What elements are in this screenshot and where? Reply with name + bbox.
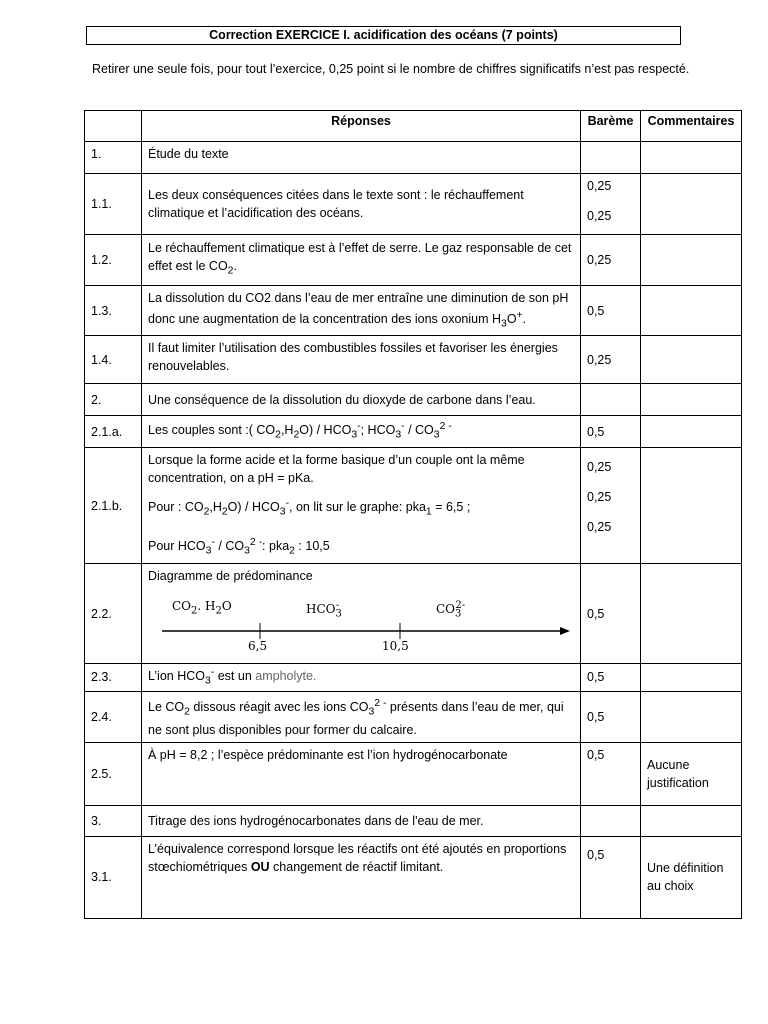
row-number: 2.: [85, 384, 142, 416]
bareme-value: 0,5: [581, 286, 641, 336]
section-heading: Titrage des ions hydrogénocarbonates dans de l'eau de mer.: [142, 805, 581, 836]
species-co3: $CO_3^{2-}$: [436, 600, 466, 620]
table-row: [85, 174, 742, 235]
diagram-title: Diagramme de prédominance: [148, 569, 313, 583]
bareme-value: 0,5: [581, 416, 641, 448]
bareme-cell: [581, 174, 641, 235]
table-row: [85, 664, 742, 692]
answer-text: Lorsque la forme acide et la forme basique d’un couple ont la même concentration, on a pH = pKa. Pour : $CO_2,H_2O) / HCO_3^-$, on lit sur le graphe: pka$_1$ = 6,5 ; Pour $HCO_3^- / CO_3^{2 -}$: pka$_2$ : 10,5: [142, 448, 581, 564]
comment-text: Aucune justification: [641, 742, 742, 805]
answer-text: Il faut limiter l’utilisation des combustibles fossiles et favoriser les énergies renouvelables.: [142, 336, 581, 384]
table-row: [85, 836, 742, 918]
bareme-value: 0,25: [581, 235, 641, 286]
row-number: 1.: [85, 142, 142, 174]
table-row: [85, 564, 742, 664]
section-heading: Étude du texte: [142, 142, 581, 174]
answer-text: Les couples sont :( $CO_2,H_2O) / HCO_3^-$; $HCO_3^- / CO_3^{2 -}$: [142, 416, 581, 448]
table-row: [85, 448, 742, 564]
bareme-value: 0,5: [581, 664, 641, 692]
table-row: [85, 416, 742, 448]
answer-text: La dissolution du CO2 dans l’eau de mer entraîne une diminution de son pH donc une augmentation de la concentration des ions oxonium $H_3O^+$.: [142, 286, 581, 336]
row-number: 3.1.: [85, 836, 142, 918]
species-co2: $CO_2$. $H_2O$: [172, 599, 232, 617]
page-title: Correction EXERCICE I. acidification des océans (7 points): [86, 26, 681, 45]
answer-text: Le réchauffement climatique est à l’effet de serre. Le gaz responsable de cet effet est le $CO_2$.: [142, 235, 581, 286]
table-row: [85, 691, 742, 742]
row-number: 3.: [85, 805, 142, 836]
bareme-value: 0,5: [581, 564, 641, 664]
row-number: 2.1.a.: [85, 416, 142, 448]
answer-text: L’équivalence correspond lorsque les réactifs ont été ajoutés en proportions stœchiométriques OU changement de réactif limitant.: [142, 836, 581, 918]
bareme-value: 0,5: [581, 836, 641, 918]
header-bareme: Barème: [581, 111, 641, 142]
intro-text: Retirer une seule fois, pour tout l’exercice, 0,25 point si le nombre de chiffres significatifs n’est pas respecté.: [92, 62, 690, 76]
bareme-value: 0,25: [587, 520, 612, 534]
bareme-cell: [581, 448, 641, 564]
table-row: [85, 142, 742, 174]
bareme-value: 0,25: [581, 336, 641, 384]
section-heading: Une conséquence de la dissolution du dioxyde de carbone dans l’eau.: [142, 384, 581, 416]
row-number: 1.4.: [85, 336, 142, 384]
table-row: [85, 235, 742, 286]
row-number: 2.4.: [85, 691, 142, 742]
tick-label-6-5: 6,5: [248, 639, 268, 653]
bareme-value: 0,25: [587, 490, 612, 504]
answer-text: Les deux conséquences citées dans le texte sont : le réchauffement climatique et l’acidification des océans.: [142, 174, 581, 235]
answer-text: À pH = 8,2 ; l’espèce prédominante est l’ion hydrogénocarbonate: [142, 742, 581, 805]
answer-text: L’ion $HCO_3^-$ est un ampholyte.: [142, 664, 581, 692]
header-num: [85, 111, 142, 142]
correction-table: [84, 110, 742, 919]
header-comments: Commentaires: [641, 111, 742, 142]
row-number: 2.5.: [85, 742, 142, 805]
answer-text: [142, 564, 581, 664]
bareme-value: 0,25: [587, 179, 612, 193]
row-number: 2.3.: [85, 664, 142, 692]
row-number: 1.3.: [85, 286, 142, 336]
tick-label-10-5: 10,5: [382, 639, 409, 653]
bareme-value: 0,5: [581, 742, 641, 805]
table-header-row: [85, 111, 742, 142]
row-number: 1.1.: [85, 174, 142, 235]
table-row: [85, 286, 742, 336]
table-row: [85, 336, 742, 384]
bareme-value: 0,25: [587, 209, 612, 223]
row-number: 2.2.: [85, 564, 142, 664]
table-row: [85, 742, 742, 805]
answer-text: Le $CO_2$ dissous réagit avec les ions $CO_3^{2 -}$ présents dans l’eau de mer, qui ne sont plus disponibles pour former du calcaire.: [142, 691, 581, 742]
table-row: [85, 384, 742, 416]
row-number: 1.2.: [85, 235, 142, 286]
bareme-value: 0,5: [581, 691, 641, 742]
predominance-diagram: [148, 591, 578, 651]
ph-axis: [148, 613, 578, 647]
comment-text: Une définition au choix: [641, 836, 742, 918]
table-row: [85, 805, 742, 836]
header-responses: Réponses: [142, 111, 581, 142]
row-number: 2.1.b.: [85, 448, 142, 564]
bareme-value: 0,25: [587, 460, 612, 474]
species-hco3: $HCO_3^-$: [306, 600, 342, 620]
